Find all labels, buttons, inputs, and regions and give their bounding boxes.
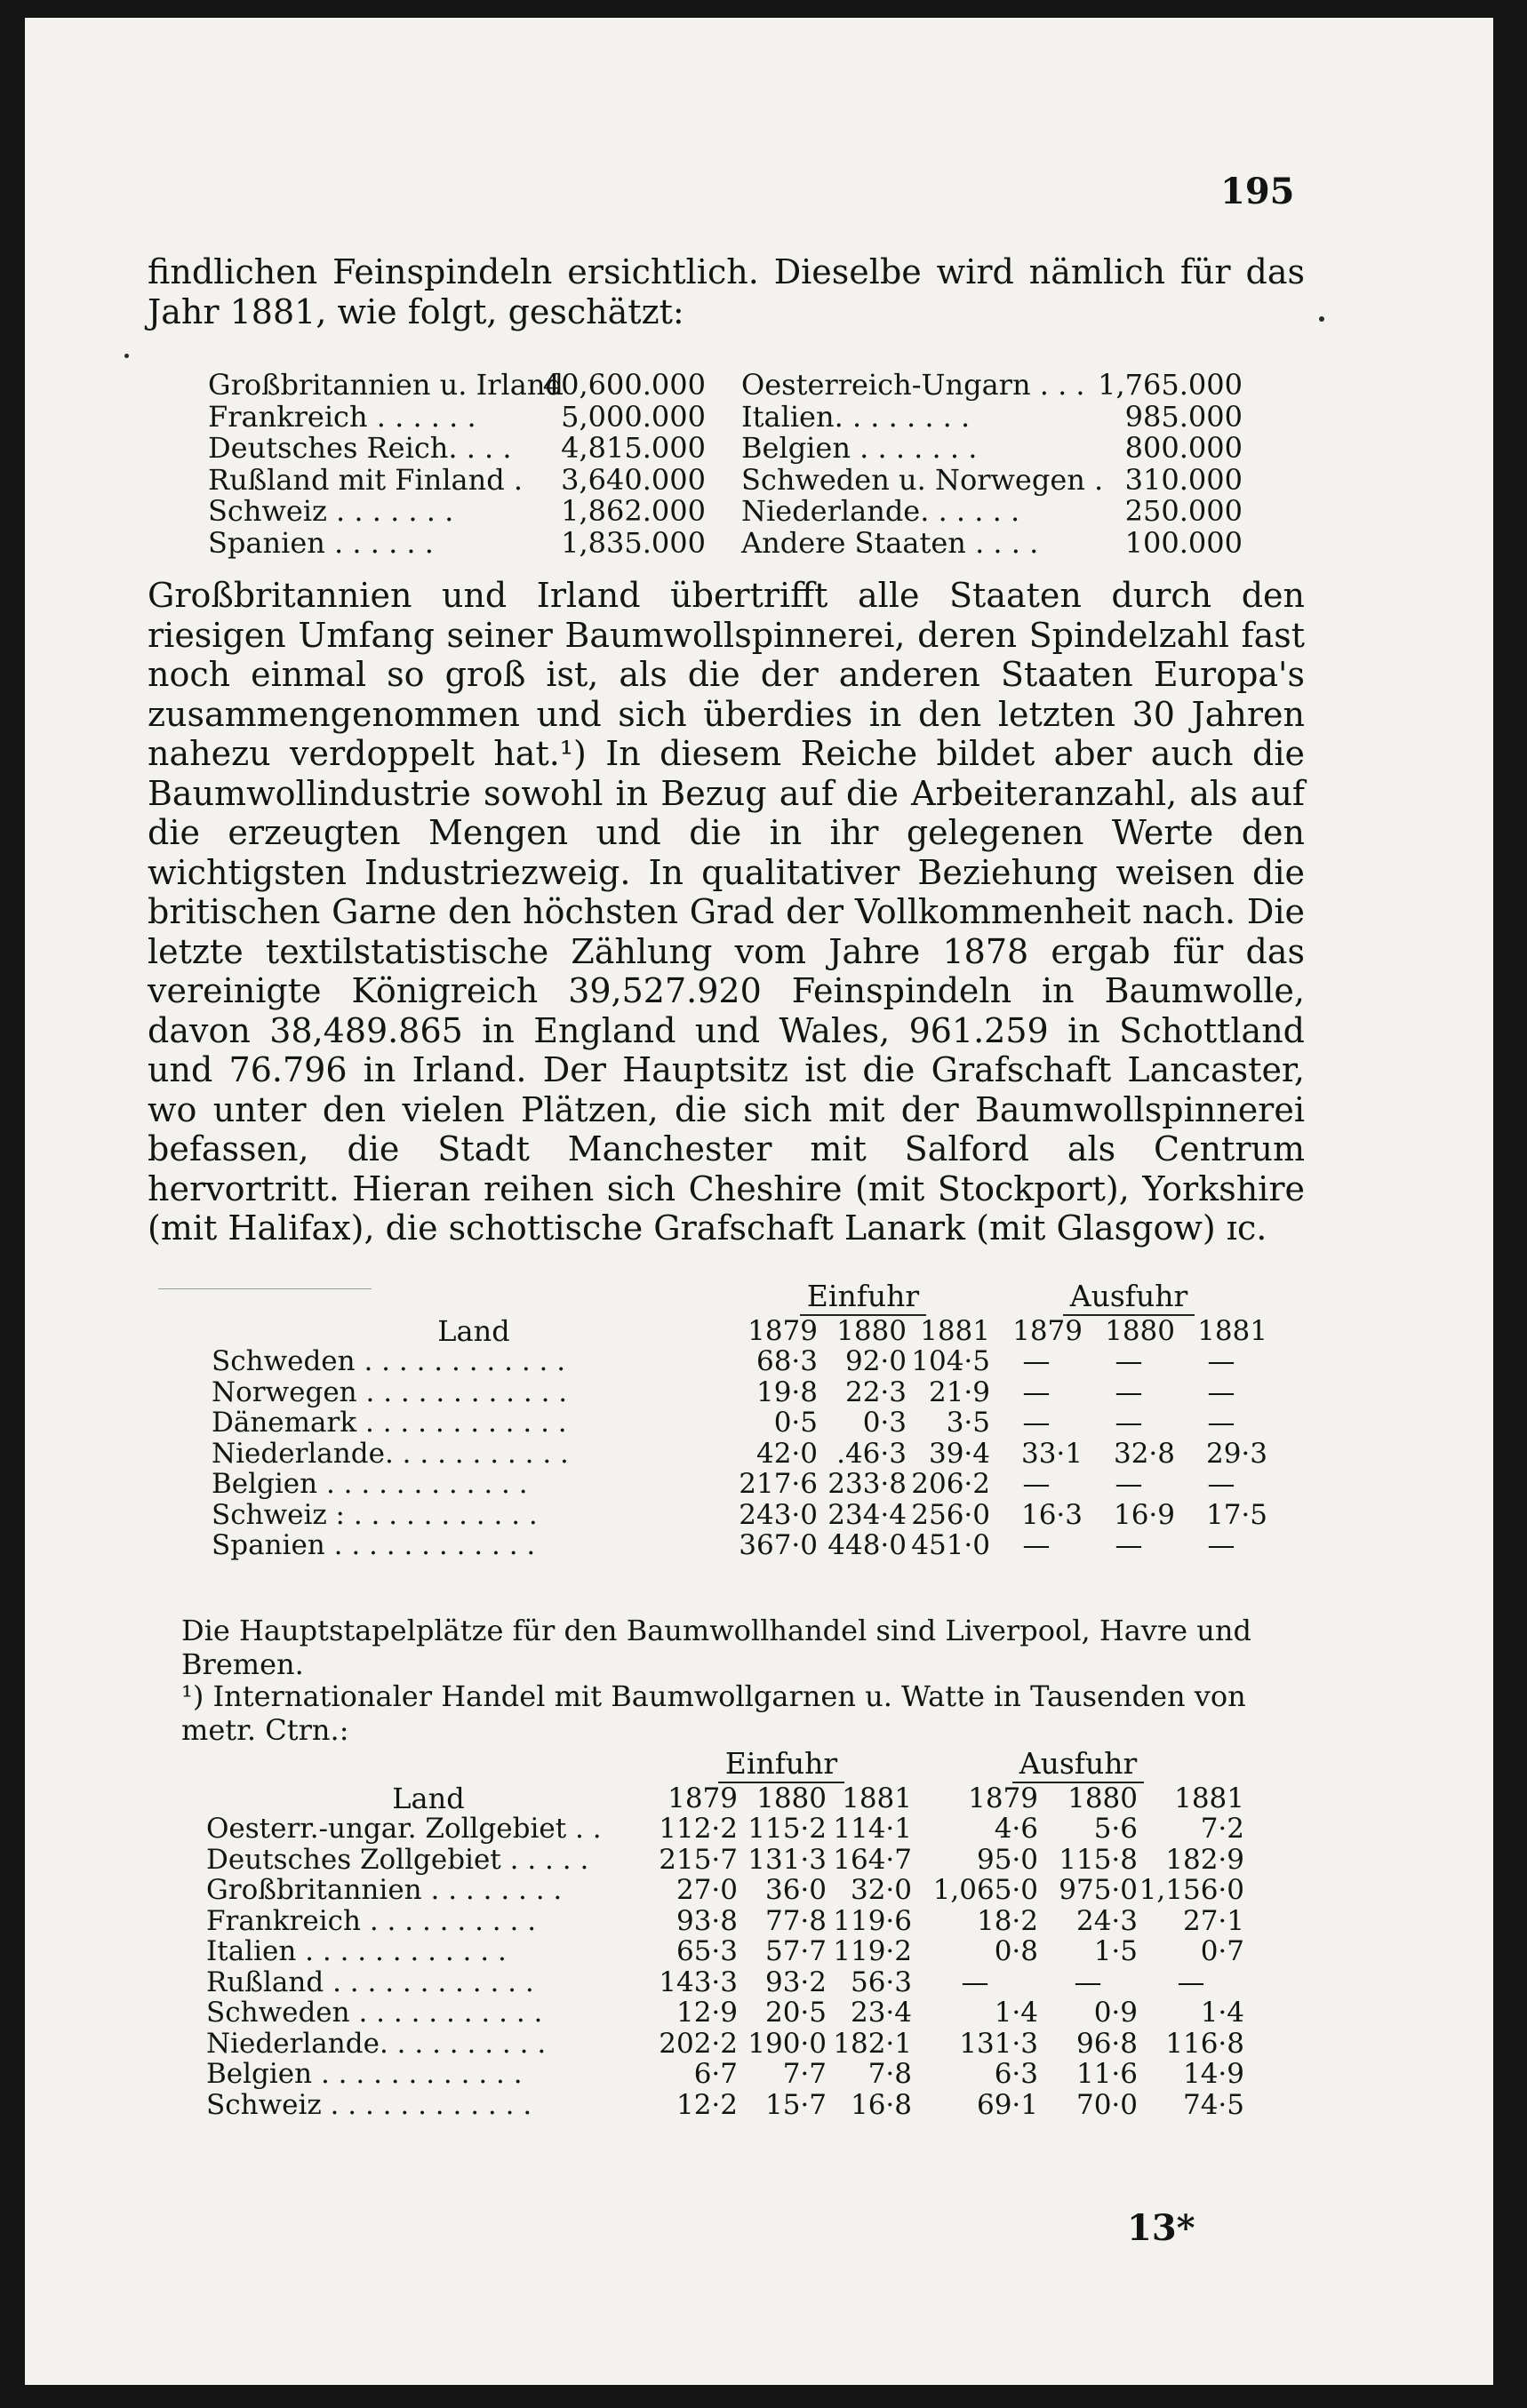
- value-cell: 1,156·0: [1139, 1874, 1244, 1906]
- paragraph-main: Großbritannien und Irland übertrifft alle Staaten durch den riesigen Umfang seiner Baumwollspinnerei, deren Spindelzahl fast noch einmal so groß ist, als die der anderen Staaten Europa's zusammengenommen und sich überdies in den letzten 30 Jahren nahezu verdoppelt hat.¹) In diesem Reiche bildet aber auch die Baumwollindustrie sowohl in Bezug auf die Arbeiteranzahl, als auf die erzeugten Mengen und die in ihr gelegenen Werte den wichtigsten Industriezweig. In qualitativer Beziehung weisen die britischen Garne den höchsten Grad der Vollkommenheit nach. Die letzte textilstatistische Zählung vom Jahre 1878 ergab für das vereinigte Königreich 39,527.920 Feinspindeln in Baumwolle, davon 38,489.865 in England und Wales, 961.259 in Schottland und 76.796 in Irland. Der Hauptsitz ist die Grafschaft Lancaster, wo unter den vielen Plätzen, die sich mit der Baumwollspinnerei befassen, die Stadt Manchester mit Salford als Centrum hervortritt. Hieran reihen sich Cheshire (mit Stockport), Yorkshire (mit Halifax), die schottische Grafschaft Lanark (mit Glasgow) ɪc.: [148, 576, 1305, 1248]
- spindle-list-right: [741, 370, 1243, 559]
- spindle-row: [741, 433, 1243, 465]
- spindle-count: 250.000: [1124, 494, 1243, 528]
- value-cell: 367·0: [739, 1529, 818, 1561]
- land-header: Land: [437, 1313, 510, 1348]
- value-cell: 15·7: [764, 2088, 827, 2121]
- table-row: [206, 2059, 1244, 2090]
- spindle-row: [208, 370, 706, 402]
- value-cell: 975·0: [1059, 1874, 1138, 1906]
- value-cell: 0·5: [773, 1407, 818, 1439]
- value-cell: 116·8: [1165, 2027, 1244, 2060]
- trade-table-2: [206, 1746, 1244, 2121]
- value-cell: 119·2: [833, 1935, 912, 1967]
- spindle-row: [208, 433, 706, 465]
- spindle-count: 100.000: [1124, 525, 1243, 560]
- value-cell: 131·3: [959, 2027, 1038, 2060]
- value-cell: —: [1022, 1375, 1051, 1408]
- country-cell: Großbritannien . . . . . . . .: [206, 1874, 563, 1906]
- value-cell: 1·4: [1200, 1997, 1244, 2029]
- value-cell: —: [1022, 1407, 1051, 1439]
- value-cell: 115·2: [748, 1813, 827, 1845]
- table-row: [212, 1469, 1267, 1500]
- value-cell: 451·0: [911, 1529, 990, 1561]
- spindle-count: 1,765.000: [1098, 368, 1243, 402]
- page-number: 195: [1220, 171, 1295, 212]
- spindle-count: 4,815.000: [561, 431, 706, 465]
- country-cell: Norwegen . . . . . . . . . . . .: [212, 1375, 568, 1408]
- spindle-row: [741, 370, 1243, 402]
- country-label: Oesterreich-Ungarn . . .: [741, 368, 1085, 402]
- value-cell: 7·8: [867, 2058, 912, 2090]
- value-cell: 0·8: [994, 1935, 1038, 1967]
- table-row: [206, 1845, 1244, 1876]
- country-label: Großbritannien u. Irland: [208, 368, 564, 402]
- value-cell: 27·1: [1182, 1904, 1244, 1937]
- value-cell: 36·0: [764, 1874, 827, 1906]
- spindle-row: [208, 496, 706, 528]
- value-cell: 16·3: [1020, 1498, 1083, 1531]
- value-cell: 33·1: [1020, 1437, 1083, 1470]
- value-cell: 0·9: [1093, 1997, 1138, 2029]
- country-cell: Dänemark . . . . . . . . . . . .: [212, 1407, 567, 1439]
- value-cell: —: [1207, 1375, 1235, 1408]
- signature-mark: 13*: [1127, 2207, 1195, 2249]
- value-cell: 6·3: [994, 2058, 1038, 2090]
- print-speck: [1319, 316, 1324, 322]
- year-header: 1880: [1105, 1314, 1175, 1347]
- country-cell: Deutsches Zollgebiet . . . . .: [206, 1843, 589, 1876]
- spindle-row: [741, 462, 1243, 497]
- year-header: 1881: [1174, 1782, 1244, 1814]
- value-cell: 112·2: [659, 1813, 738, 1845]
- value-cell: —: [1115, 1407, 1143, 1439]
- value-cell: —: [1022, 1345, 1051, 1377]
- value-cell: 17·5: [1205, 1498, 1267, 1531]
- value-cell: 77·8: [764, 1904, 827, 1937]
- value-cell: 20·5: [764, 1997, 827, 2029]
- value-cell: —: [1115, 1375, 1143, 1408]
- einfuhr-header: Einfuhr: [651, 1749, 912, 1783]
- spindle-row: [741, 525, 1243, 560]
- spindle-row: [208, 399, 706, 434]
- value-cell: 21·9: [928, 1375, 990, 1408]
- country-label: Italien. . . . . . . .: [741, 399, 971, 434]
- value-cell: —: [1207, 1345, 1235, 1377]
- table-row: [206, 2090, 1244, 2121]
- value-cell: 16·9: [1113, 1498, 1175, 1531]
- table-row: [206, 1997, 1244, 2029]
- country-cell: Schweden . . . . . . . . . . .: [206, 1997, 543, 2029]
- table-year-header: [206, 1783, 1244, 1814]
- value-cell: 256·0: [911, 1498, 990, 1531]
- table-group-header: [206, 1749, 1244, 1783]
- value-cell: 202·2: [659, 2027, 738, 2060]
- spindle-row: [208, 525, 706, 560]
- value-cell: —: [1207, 1529, 1235, 1561]
- value-cell: 93·8: [676, 1904, 738, 1937]
- spindle-row: [208, 462, 706, 497]
- value-cell: 68·3: [756, 1345, 818, 1377]
- spindle-row: [741, 399, 1243, 434]
- value-cell: 32·8: [1113, 1437, 1175, 1470]
- book-page: [25, 18, 1493, 2385]
- year-header: 1880: [756, 1782, 827, 1814]
- value-cell: —: [961, 1965, 989, 1998]
- value-cell: 131·3: [748, 1843, 827, 1876]
- year-header: 1881: [1197, 1314, 1267, 1347]
- country-cell: Schweden . . . . . . . . . . . .: [212, 1345, 566, 1377]
- value-cell: 1,065·0: [932, 1874, 1038, 1906]
- value-cell: 143·3: [659, 1965, 738, 1998]
- spindle-count: 40,600.000: [542, 368, 706, 402]
- value-cell: —: [1207, 1407, 1235, 1439]
- table-group-header: [212, 1281, 1267, 1316]
- table-row: [212, 1346, 1267, 1377]
- spindle-count: 1,862.000: [561, 494, 706, 528]
- table-row: [206, 1936, 1244, 1967]
- spindle-row: [741, 496, 1243, 528]
- spindle-count: 800.000: [1124, 431, 1243, 465]
- value-cell: 215·7: [659, 1843, 738, 1876]
- country-cell: Niederlande. . . . . . . . . . .: [212, 1437, 569, 1470]
- value-cell: 190·0: [748, 2027, 827, 2060]
- country-label: Deutsches Reich. . . .: [208, 431, 512, 465]
- year-header: 1879: [668, 1782, 738, 1814]
- value-cell: 217·6: [739, 1468, 818, 1500]
- table-row: [206, 1967, 1244, 1998]
- table-row: [206, 1814, 1244, 1845]
- value-cell: 93·2: [764, 1965, 827, 1998]
- value-cell: —: [1177, 1965, 1205, 1998]
- country-cell: Belgien . . . . . . . . . . . .: [212, 1468, 528, 1500]
- value-cell: 14·9: [1182, 2058, 1244, 2090]
- country-cell: Belgien . . . . . . . . . . . .: [206, 2058, 523, 2090]
- value-cell: 243·0: [739, 1498, 818, 1531]
- year-header: 1879: [1012, 1314, 1083, 1347]
- spindle-count: 5,000.000: [561, 399, 706, 434]
- value-cell: —: [1207, 1468, 1235, 1500]
- value-cell: 182·9: [1165, 1843, 1244, 1876]
- year-header: 1880: [1067, 1782, 1138, 1814]
- spindle-count: 985.000: [1124, 399, 1243, 434]
- value-cell: 206·2: [911, 1468, 990, 1500]
- value-cell: 4·6: [994, 1813, 1038, 1845]
- value-cell: 39·4: [928, 1437, 990, 1470]
- value-cell: 56·3: [850, 1965, 912, 1998]
- table-row: [212, 1407, 1267, 1439]
- value-cell: 27·0: [676, 1874, 738, 1906]
- value-cell: 5·6: [1093, 1813, 1138, 1845]
- value-cell: 3·5: [946, 1407, 990, 1439]
- table-row: [212, 1500, 1267, 1531]
- country-cell: Spanien . . . . . . . . . . . .: [212, 1529, 536, 1561]
- trade-hubs-note: Die Hauptstapelplätze für den Baumwollhandel sind Liverpool, Havre und Bremen.: [181, 1614, 1251, 1681]
- value-cell: 104·5: [911, 1345, 990, 1377]
- land-header: Land: [392, 1781, 465, 1815]
- country-label: Schweden u. Norwegen .: [741, 462, 1104, 497]
- table-row: [212, 1530, 1267, 1561]
- value-cell: 92·0: [844, 1345, 907, 1377]
- value-cell: 7·2: [1200, 1813, 1244, 1845]
- table-row: [206, 1906, 1244, 1937]
- country-cell: Oesterr.-ungar. Zollgebiet . .: [206, 1813, 602, 1845]
- value-cell: —: [1115, 1468, 1143, 1500]
- country-label: Spanien . . . . . .: [208, 525, 434, 560]
- country-cell: Italien . . . . . . . . . . . .: [206, 1935, 507, 1967]
- country-cell: Rußland . . . . . . . . . . . .: [206, 1965, 534, 1998]
- table-row: [212, 1439, 1267, 1470]
- value-cell: 18·2: [976, 1904, 1038, 1937]
- value-cell: —: [1022, 1468, 1051, 1500]
- spindle-count: 3,640.000: [561, 462, 706, 497]
- spindle-count: 1,835.000: [561, 525, 706, 560]
- value-cell: 29·3: [1205, 1437, 1267, 1470]
- country-label: Niederlande. . . . . .: [741, 494, 1020, 528]
- value-cell: —: [1074, 1965, 1102, 1998]
- value-cell: 1·5: [1093, 1935, 1138, 1967]
- value-cell: 32·0: [850, 1874, 912, 1906]
- value-cell: 234·4: [827, 1498, 907, 1531]
- value-cell: 24·3: [1075, 1904, 1138, 1937]
- value-cell: 0·7: [1200, 1935, 1244, 1967]
- value-cell: 57·7: [764, 1935, 827, 1967]
- year-header: 1881: [920, 1314, 990, 1347]
- trade-table-1: [212, 1281, 1267, 1561]
- table-year-header: [212, 1316, 1267, 1347]
- country-label: Frankreich . . . . . .: [208, 399, 476, 434]
- value-cell: 69·1: [976, 2088, 1038, 2121]
- value-cell: —: [1022, 1529, 1051, 1561]
- value-cell: 7·7: [782, 2058, 827, 2090]
- value-cell: 70·0: [1075, 2088, 1138, 2121]
- country-label: Schweiz . . . . . . .: [208, 494, 454, 528]
- year-header: 1880: [836, 1314, 907, 1347]
- value-cell: 19·8: [756, 1375, 818, 1408]
- einfuhr-header: Einfuhr: [736, 1281, 990, 1316]
- value-cell: 0·3: [862, 1407, 907, 1439]
- table-row: [212, 1377, 1267, 1408]
- value-cell: 12·2: [676, 2088, 738, 2121]
- value-cell: 164·7: [833, 1843, 912, 1876]
- value-cell: 96·8: [1075, 2027, 1138, 2060]
- value-cell: 6·7: [693, 2058, 738, 2090]
- value-cell: 119·6: [833, 1904, 912, 1937]
- value-cell: 74·5: [1182, 2088, 1244, 2121]
- country-label: Belgien . . . . . . .: [741, 431, 978, 465]
- spindle-list-left: [208, 370, 706, 559]
- value-cell: .46·3: [836, 1437, 907, 1470]
- spindle-count: 310.000: [1124, 462, 1243, 497]
- value-cell: 23·4: [850, 1997, 912, 2029]
- value-cell: 11·6: [1075, 2058, 1138, 2090]
- country-label: Rußland mit Finland .: [208, 462, 524, 497]
- year-header: 1879: [748, 1314, 818, 1347]
- value-cell: 42·0: [756, 1437, 818, 1470]
- value-cell: —: [1115, 1529, 1143, 1561]
- country-cell: Schweiz . . . . . . . . . . . .: [206, 2088, 532, 2121]
- print-speck: [124, 354, 129, 358]
- year-header: 1881: [842, 1782, 912, 1814]
- country-cell: Frankreich . . . . . . . . . .: [206, 1904, 537, 1937]
- value-cell: 22·3: [844, 1375, 907, 1408]
- value-cell: 182·1: [833, 2027, 912, 2060]
- table-row: [206, 1875, 1244, 1906]
- value-cell: 114·1: [833, 1813, 912, 1845]
- year-header: 1879: [968, 1782, 1038, 1814]
- value-cell: 233·8: [827, 1468, 907, 1500]
- country-cell: Schweiz : . . . . . . . . . . .: [212, 1498, 538, 1531]
- footnote: ¹) Internationaler Handel mit Baumwollgarnen u. Watte in Tausenden von metr. Ctrn.:: [181, 1679, 1246, 1747]
- paragraph-intro: findlichen Feinspindeln ersichtlich. Dieselbe wird nämlich für das Jahr 1881, wie folgt, geschätzt:: [148, 252, 1305, 331]
- ausfuhr-header: Ausfuhr: [912, 1749, 1244, 1783]
- ausfuhr-header: Ausfuhr: [990, 1281, 1267, 1316]
- value-cell: 16·8: [850, 2088, 912, 2121]
- value-cell: 65·3: [676, 1935, 738, 1967]
- value-cell: 115·8: [1059, 1843, 1138, 1876]
- country-label: Andere Staaten . . . .: [741, 525, 1039, 560]
- value-cell: 1·4: [994, 1997, 1038, 2029]
- table-row: [206, 2029, 1244, 2060]
- value-cell: —: [1115, 1345, 1143, 1377]
- country-cell: Niederlande. . . . . . . . . .: [206, 2027, 547, 2060]
- value-cell: 95·0: [976, 1843, 1038, 1876]
- value-cell: 448·0: [827, 1529, 907, 1561]
- value-cell: 12·9: [676, 1997, 738, 2029]
